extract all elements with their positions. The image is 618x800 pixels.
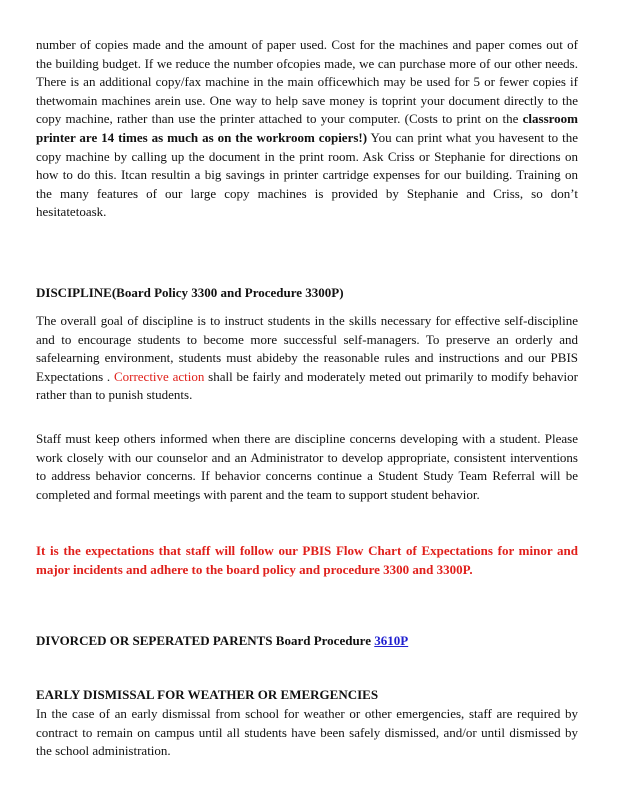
early-dismissal-paragraph: In the case of an early dismissal from school for weather or other emergencies, staff are required by contract to remain on campus until all students have been safely dismissed, and/or until dismissed by the school administration. <box>36 706 578 759</box>
copy-text-part1: number of copies made and the amount of paper used. Cost for the machines and paper comes out of the building budget. If we reduce the number ofcopies made, we can purchase more of our other needs. There is an additional copy/fax machine in the main officewhich may be used for 5 or fewer copies if thetwomain machines arein use. One way to help save money is toprint your document directly to the copy machine, rather than use the printer attached to your computer. (Costs to print on the <box>36 37 578 127</box>
pbis-expectations-paragraph: It is the expectations that staff will follow our PBIS Flow Chart of Expectations for minor and major incidents and adhere to the board policy and procedure 3300 and 3300P. <box>36 543 578 577</box>
copy-text-bold: classroom printer are 14 times as much as on the workroom copiers!) <box>36 111 578 145</box>
copy-text-part2: You can print what you havesent to the copy machine by calling up the document in the print room. Ask Criss or Stephanie for directions on how to do this. Itcan resultin a big savings in printer cartridge expenses for our building. Training on the many features of our large copy machines is provided by Stephanie and Criss, so don’t hesitatetoask. <box>36 129 578 220</box>
divorced-parents-heading <box>36 632 578 651</box>
discipline-heading: DISCIPLINE(Board Policy 3300 and Procedure 3300P) <box>36 285 344 300</box>
divorced-heading-text: DIVORCED OR SEPERATED PARENTS Board Procedure <box>36 633 375 648</box>
discipline-p1-text: The overall goal of discipline is to instruct students in the skills necessary for effective self-discipline and to encourage students to become more successful self-managers. To preserve an orderly and safelearning environment, students must abideby the reasonable rules and instructions and our PBIS Expectations . <box>36 313 578 384</box>
discipline-p1-text-end: shall be fairly and moderately meted out primarily to modify behavior rather than to punish students. <box>36 368 578 403</box>
discipline-paragraph-2: Staff must keep others informed when there are discipline concerns developing with a student. Please work closely with our counselor and an Administrator to develop appropriate, consistent interventions to address behavior concerns. If behavior concerns continue a Student Study Team Referral will be completed and formal meetings with parent and the team to support student behavior. <box>36 431 578 502</box>
corrective-action-text: Corrective action <box>110 368 205 384</box>
copy-machine-paragraph <box>36 36 578 222</box>
early-dismissal-heading: EARLY DISMISSAL FOR WEATHER OR EMERGENCIES <box>36 687 379 702</box>
procedure-3610p-link[interactable]: 3610P <box>374 633 409 648</box>
discipline-paragraph-1 <box>36 312 578 405</box>
